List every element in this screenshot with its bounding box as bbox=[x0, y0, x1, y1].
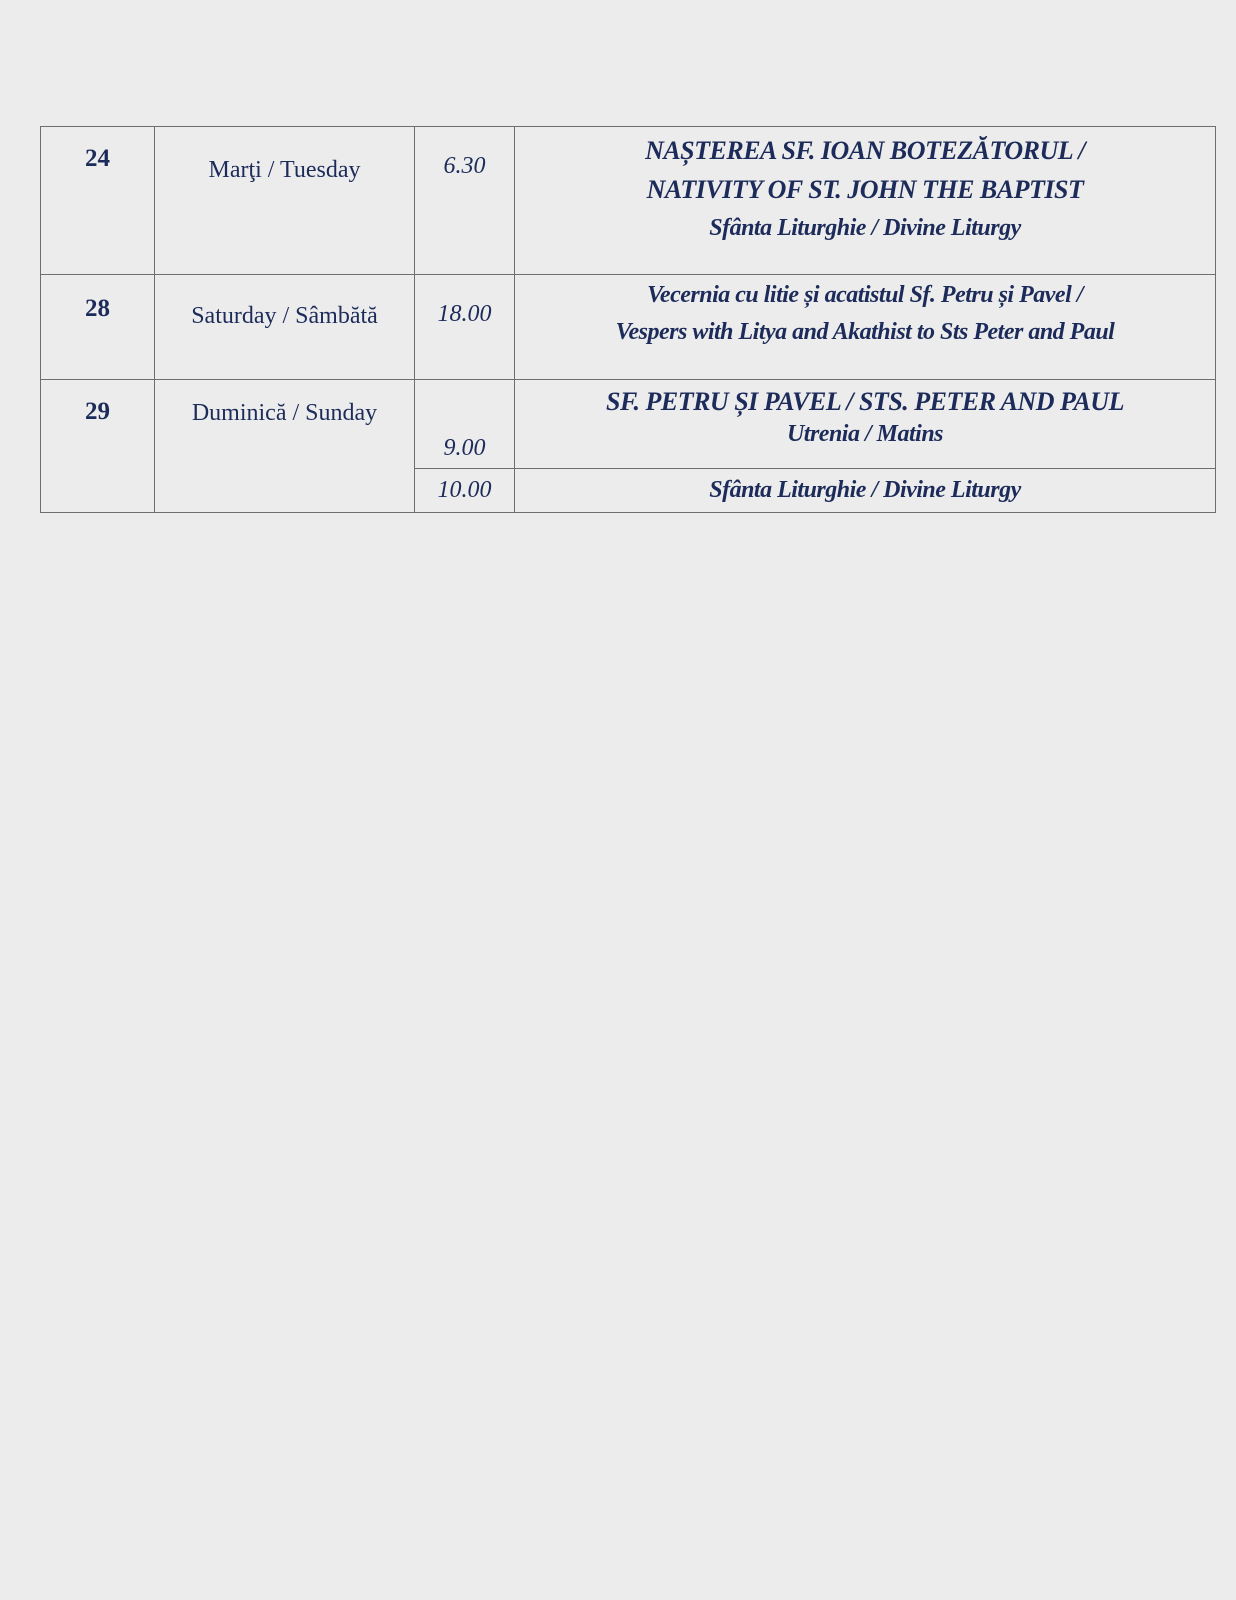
day-cell: Marţi / Tuesday bbox=[155, 127, 415, 275]
table-row bbox=[41, 275, 1216, 380]
event-cell bbox=[515, 380, 1216, 469]
time-cell: 9.00 bbox=[415, 380, 515, 469]
day-cell: Duminică / Sunday bbox=[155, 380, 415, 513]
day-cell: Saturday / Sâmbătă bbox=[155, 275, 415, 380]
event-title-line: NAȘTEREA SF. IOAN BOTEZĂTORUL / bbox=[645, 136, 1085, 165]
time-cell: 10.00 bbox=[415, 469, 515, 513]
time-cell: 6.30 bbox=[415, 127, 515, 275]
service-schedule-table bbox=[40, 126, 1216, 513]
table-row bbox=[41, 380, 1216, 469]
event-title-line: NATIVITY OF ST. JOHN THE BAPTIST bbox=[646, 175, 1084, 204]
event-service-line: Sfânta Liturghie / Divine Liturgy bbox=[709, 477, 1021, 503]
event-cell bbox=[515, 469, 1216, 513]
time-cell: 18.00 bbox=[415, 275, 515, 380]
date-cell: 28 bbox=[41, 275, 155, 380]
event-cell bbox=[515, 275, 1216, 380]
event-service-line: Utrenia / Matins bbox=[786, 421, 944, 447]
date-cell: 24 bbox=[41, 127, 155, 275]
date-cell: 29 bbox=[41, 380, 155, 513]
event-service-line: Vespers with Litya and Akathist to Sts Peter and Paul bbox=[615, 319, 1115, 345]
event-service-line: Vecernia cu litie și acatistul Sf. Petru și Pavel / bbox=[647, 282, 1083, 308]
table-row bbox=[41, 127, 1216, 275]
event-service-line: Sfânta Liturghie / Divine Liturgy bbox=[709, 215, 1021, 241]
event-cell bbox=[515, 127, 1216, 275]
event-title-line: SF. PETRU ȘI PAVEL / STS. PETER AND PAUL bbox=[606, 387, 1124, 416]
